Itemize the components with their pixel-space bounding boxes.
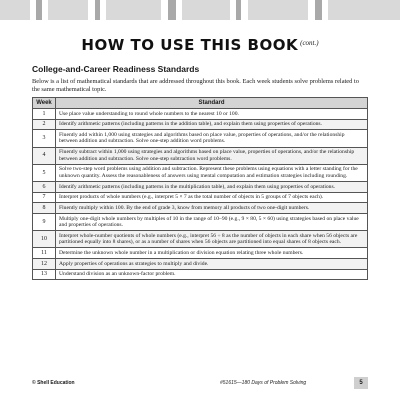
table-row xyxy=(33,269,368,280)
week-cell: 13 xyxy=(33,269,56,280)
standard-cell: Fluently multiply within 100. By the end of grade 3, know from memory all products of two one-digit numbers. xyxy=(56,203,368,214)
band-stripe xyxy=(182,0,230,20)
table-row xyxy=(33,181,368,192)
standard-cell: Identify arithmetic patterns (including patterns in the multiplication table), and explain them using properties of operations. xyxy=(56,181,368,192)
band-stripe xyxy=(48,0,88,20)
column-header-week: Week xyxy=(33,98,56,109)
table-row xyxy=(33,231,368,248)
band-stripe xyxy=(315,0,322,20)
standard-cell: Fluently add within 1,000 using strategies and algorithms based on place value, properties of operations, and/or the relationship between addition and subtraction. Solve one-step addition word problems. xyxy=(56,130,368,147)
week-cell: 11 xyxy=(33,248,56,259)
footer-publisher: © Shell Education xyxy=(32,380,75,386)
footer-book-title: #51615—180 Days of Problem Solving xyxy=(220,380,307,386)
week-cell: 3 xyxy=(33,130,56,147)
week-cell: 4 xyxy=(33,147,56,164)
page-number: 5 xyxy=(354,377,368,389)
standard-cell: Fluently subtract within 1,000 using strategies and algorithms based on place value, properties of operations, and/or the relationship between addition and subtraction. Solve one-step subtraction word problems. xyxy=(56,147,368,164)
decorative-header-band xyxy=(0,0,400,38)
week-cell: 7 xyxy=(33,192,56,203)
column-header-standard: Standard xyxy=(56,98,368,109)
table-row xyxy=(33,259,368,270)
week-cell: 2 xyxy=(33,119,56,130)
week-cell: 8 xyxy=(33,203,56,214)
band-stripe xyxy=(248,0,308,20)
standard-cell: Understand division as an unknown-factor problem. xyxy=(56,269,368,280)
standard-cell: Interpret whole-number quotients of whole numbers (e.g., interpret 56 ÷ 8 as the number of objects in each share when 56 objects are partitioned equally into 8 shares), or as a number of shares when 56 objects are partitioned into equal shares of 8 objects each. xyxy=(56,231,368,248)
week-cell: 9 xyxy=(33,214,56,231)
standard-cell: Solve two-step word problems using addition and subtraction. Represent these problems using equations with a letter standing for the unknown quantity. Assess the reasonableness of answers using mental computation and estimation strategies including rounding. xyxy=(56,164,368,181)
table-header-row xyxy=(33,98,368,109)
week-cell: 1 xyxy=(33,109,56,120)
band-stripe xyxy=(36,0,42,20)
table-row xyxy=(33,192,368,203)
band-stripe xyxy=(328,0,400,20)
page-footer xyxy=(32,377,368,389)
page-title-block xyxy=(0,36,400,55)
table-row xyxy=(33,248,368,259)
page-title-suffix: (cont.) xyxy=(300,39,319,47)
week-cell: 6 xyxy=(33,181,56,192)
week-cell: 5 xyxy=(33,164,56,181)
section-intro: Below is a list of mathematical standards that are addressed throughout this book. Each week students solve problems related to the same mathematical topic. xyxy=(32,78,359,93)
band-stripe xyxy=(236,0,241,20)
table-row xyxy=(33,214,368,231)
standard-cell: Use place value understanding to round whole numbers to the nearest 10 or 100. xyxy=(56,109,368,120)
week-cell: 12 xyxy=(33,259,56,270)
table-row xyxy=(33,164,368,181)
band-stripe xyxy=(95,0,100,20)
standard-cell: Interpret products of whole numbers (e.g., interpret 5 × 7 as the total number of objects in 5 groups of 7 objects each). xyxy=(56,192,368,203)
table-row xyxy=(33,119,368,130)
table-row xyxy=(33,109,368,120)
section-heading: College-and-Career Readiness Standards xyxy=(32,64,200,74)
table-row xyxy=(33,147,368,164)
standard-cell: Multiply one-digit whole numbers by multiples of 10 in the range of 10–90 (e.g., 9 × 80, 5 × 60) using strategies based on place value and properties of operations. xyxy=(56,214,368,231)
band-stripe xyxy=(0,0,30,20)
band-stripe xyxy=(168,0,176,20)
page-title: HOW TO USE THIS BOOK xyxy=(81,36,299,54)
standard-cell: Apply properties of operations as strategies to multiply and divide. xyxy=(56,259,368,270)
standard-cell: Identify arithmetic patterns (including patterns in the addition table), and explain them using properties of operations. xyxy=(56,119,368,130)
table-row xyxy=(33,203,368,214)
week-cell: 10 xyxy=(33,231,56,248)
standard-cell: Determine the unknown whole number in a multiplication or division equation relating three whole numbers. xyxy=(56,248,368,259)
table-row xyxy=(33,130,368,147)
standards-table xyxy=(32,97,368,280)
band-stripe xyxy=(106,0,161,20)
